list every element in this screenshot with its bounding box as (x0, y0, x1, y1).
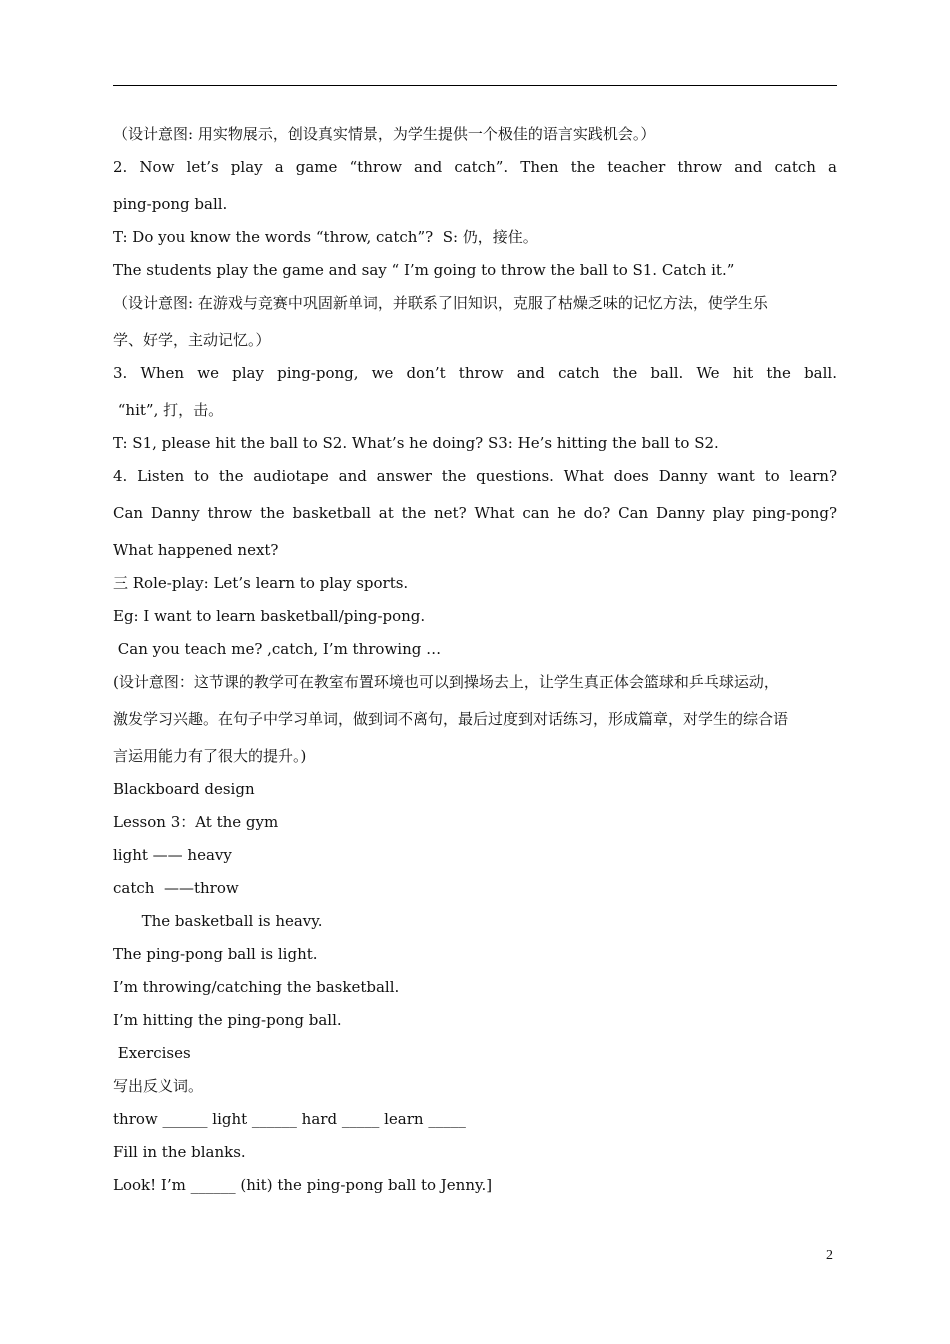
text-line: catch ——throw (113, 879, 239, 897)
text-line: 言运用能力有了很大的提升。) (113, 747, 307, 765)
text-line: 3. When we play ping-pong, we don’t throw and catch the ball. We hit the ball. (113, 364, 837, 382)
text-line: Can Danny throw the basketball at the net? What can he do? Can Danny play ping-pong? (113, 504, 837, 522)
text-line: 2. Now let’s play a game “throw and catch”. Then the teacher throw and catch a (113, 158, 837, 176)
document-body (113, 118, 837, 1202)
text-line: What happened next? (113, 541, 279, 559)
text-line: T: S1, please hit the ball to S2. What’s he doing? S3: He’s hitting the ball to S2. (113, 434, 719, 452)
text-line: I’m hitting the ping-pong ball. (113, 1011, 342, 1029)
exercise-line: throw ______ light ______ hard _____ learn _____ (113, 1110, 466, 1128)
text-line: The students play the game and say “ I’m going to throw the ball to S1. Catch it.” (113, 261, 735, 279)
section-heading: Blackboard design (113, 780, 255, 798)
text-line: 激发学习兴趣。在句子中学习单词，做到词不离句，最后过度到对话练习，形成篇章，对学生的综合语 (113, 710, 789, 728)
text-line: I’m throwing/catching the basketball. (113, 978, 400, 996)
exercise-line: Look! I’m ______ (hit) the ping-pong ball to Jenny.] (113, 1176, 493, 1194)
text-line: “hit”, 打，击。 (113, 401, 224, 419)
text-line: 写出反义词。 (113, 1077, 204, 1095)
text-line: 三 Role-play: Let’s learn to play sports. (113, 574, 409, 592)
text-line: The ping-pong ball is light. (113, 945, 318, 963)
text-line: （设计意图: 用实物展示，创设真实情景，为学生提供一个极佳的语言实践机会。） (113, 125, 656, 143)
text-line: 4. Listen to the audiotape and answer the questions. What does Danny want to learn? (113, 467, 837, 485)
page-number: 2 (826, 1248, 833, 1263)
text-line: Fill in the blanks. (113, 1143, 246, 1161)
text-line: light —— heavy (113, 846, 232, 864)
text-line: Lesson 3：At the gym (113, 813, 279, 831)
text-line: T: Do you know the words “throw, catch”? S: 仍，接住。 (113, 228, 538, 246)
text-line: (设计意图：这节课的教学可在教室布置环境也可以到操场去上，让学生真正体会篮球和乒乓球运动， (113, 673, 779, 691)
text-line: （设计意图: 在游戏与竞赛中巩固新单词，并联系了旧知识，克服了枯燥乏味的记忆方法，使学生乐 (113, 294, 768, 312)
text-line: The basketball is heavy. (113, 912, 323, 930)
text-line: Can you teach me? ,catch, I’m throwing … (113, 640, 442, 658)
header-rule (113, 85, 837, 86)
text-line: Eg: I want to learn basketball/ping-pong. (113, 607, 426, 625)
text-line: 学、好学，主动记忆。） (113, 331, 271, 349)
text-line: ping-pong ball. (113, 195, 228, 213)
section-heading: Exercises (113, 1044, 191, 1062)
